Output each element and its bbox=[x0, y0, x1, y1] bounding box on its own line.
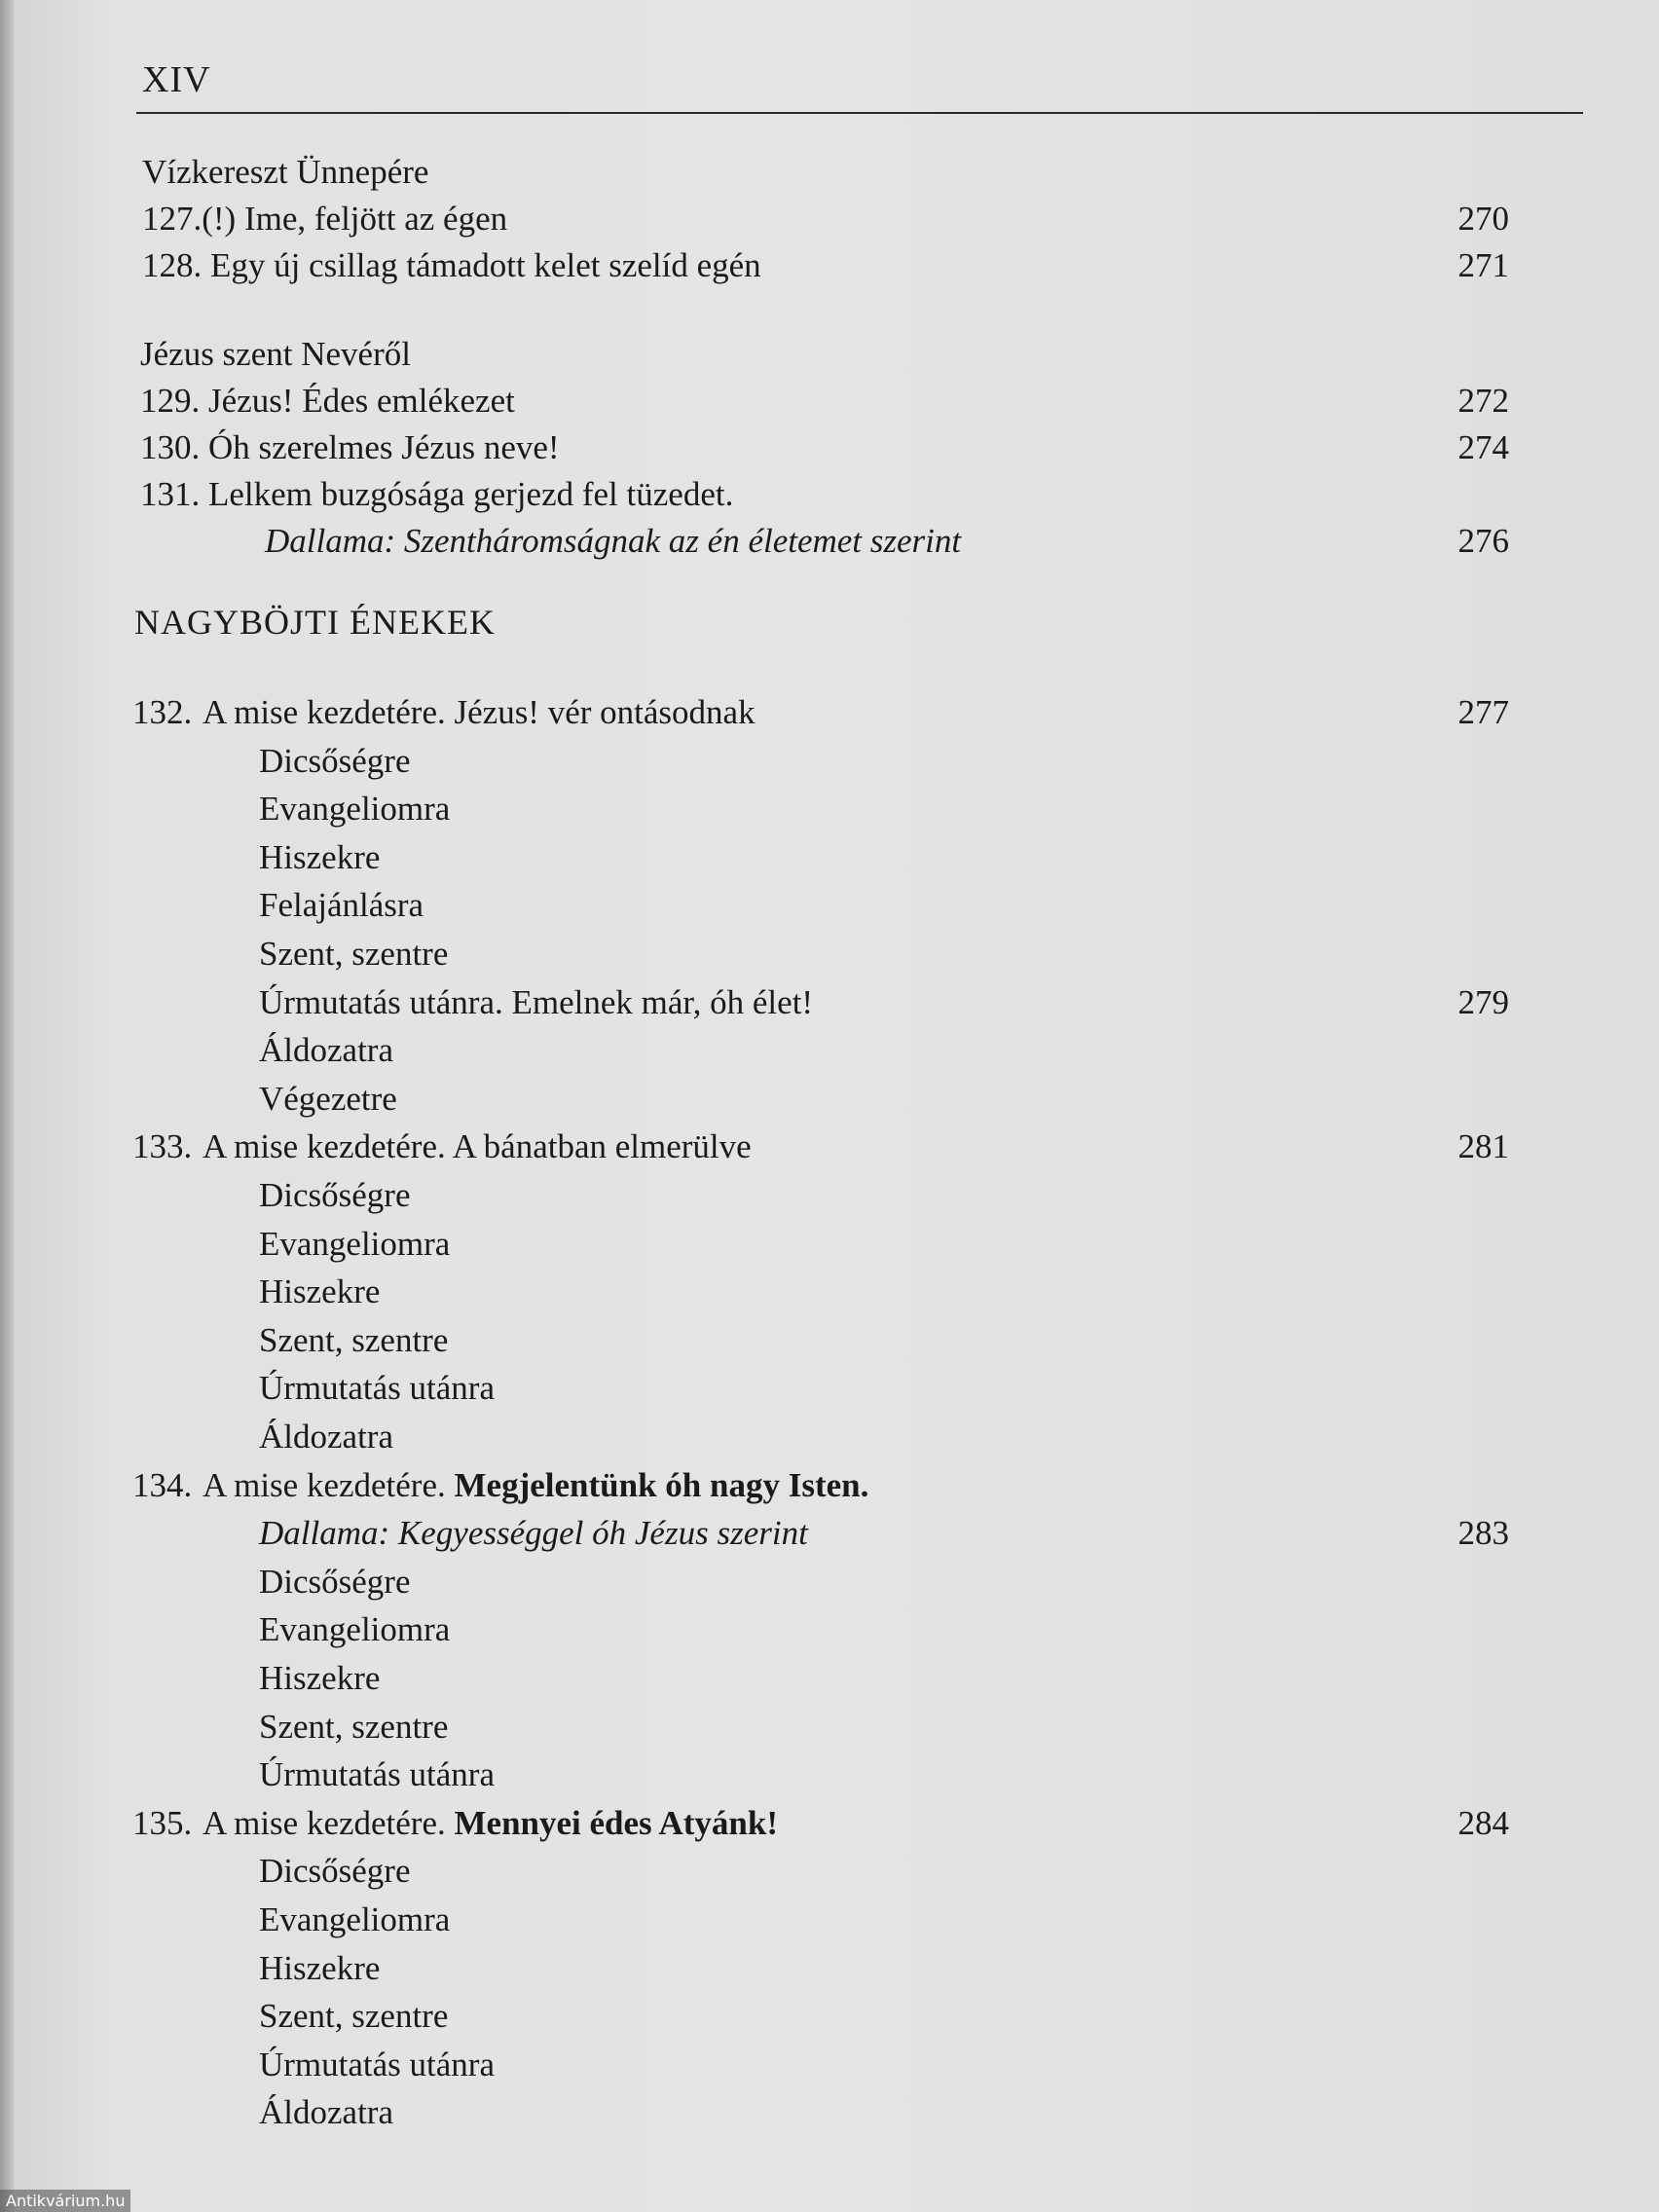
entry-page: 281 bbox=[1457, 1127, 1509, 1165]
toc-subentry bbox=[0, 1365, 1659, 1412]
toc-subentry bbox=[0, 1027, 1659, 1074]
toc-subentry bbox=[0, 1751, 1659, 1798]
page-number: XIV bbox=[142, 59, 211, 100]
toc-subentry bbox=[0, 1559, 1659, 1605]
entry-bold-title: Mennyei édes Atyánk! bbox=[454, 1804, 779, 1842]
subentry-text: Szent, szentre bbox=[259, 1708, 449, 1746]
entry-text: 130. Óh szerelmes Jézus neve! bbox=[140, 428, 560, 466]
toc-entry bbox=[0, 1124, 1659, 1170]
header-rule bbox=[136, 112, 1583, 114]
watermark: Antikvárium.hu bbox=[0, 2190, 130, 2212]
entry-text bbox=[203, 1124, 752, 1170]
subentry-text: Dallama: Kegyességgel óh Jézus szerint bbox=[259, 1514, 808, 1552]
section-title: NAGYBÖJTI ÉNEKEK bbox=[134, 603, 496, 642]
toc-subentry bbox=[0, 1317, 1659, 1364]
toc-subentry bbox=[0, 979, 1659, 1026]
subentry-text: Szent, szentre bbox=[259, 1997, 449, 2035]
melody-text: Dallama: Szentháromságnak az én életemet szerint bbox=[265, 522, 962, 560]
subentry-text: Evangeliomra bbox=[259, 1225, 451, 1263]
toc-entry bbox=[0, 242, 1659, 289]
toc-subentry bbox=[0, 738, 1659, 785]
entry-page: 271 bbox=[1457, 246, 1509, 284]
toc-entry bbox=[0, 1800, 1659, 1847]
entry-title: A mise kezdetére. A bánatban elmerülve bbox=[203, 1127, 752, 1165]
toc-subentry bbox=[0, 882, 1659, 929]
toc-subentry bbox=[0, 1897, 1659, 1943]
toc-entry bbox=[0, 424, 1659, 471]
toc-subentry bbox=[0, 834, 1659, 881]
entry-page: 270 bbox=[1457, 200, 1509, 238]
subentry-text: Úrmutatás utánra bbox=[259, 2046, 495, 2083]
toc-entry bbox=[0, 518, 1659, 565]
toc-subentry bbox=[0, 1993, 1659, 2040]
toc-subentry bbox=[0, 1704, 1659, 1751]
toc-subentry bbox=[0, 1655, 1659, 1702]
toc-heading bbox=[0, 331, 1659, 378]
entry-number: 134. bbox=[132, 1466, 193, 1504]
entry-text bbox=[203, 1800, 778, 1847]
subentry-text: Végezetre bbox=[259, 1080, 397, 1118]
subentry-text: Evangeliomra bbox=[259, 790, 451, 828]
toc-subentry bbox=[0, 1221, 1659, 1268]
subentry-text: Áldozatra bbox=[259, 1418, 393, 1456]
heading-text: Vízkereszt Ünnepére bbox=[142, 153, 429, 191]
subentry-text: Áldozatra bbox=[259, 1031, 393, 1069]
toc-heading bbox=[0, 149, 1659, 196]
toc-entry bbox=[0, 689, 1659, 736]
subentry-text: Hiszekre bbox=[259, 1659, 381, 1697]
entry-text: 131. Lelkem buzgósága gerjezd fel tüzedet. bbox=[140, 475, 734, 513]
toc-subentry bbox=[0, 1076, 1659, 1123]
toc-entry bbox=[0, 378, 1659, 424]
entry-page: 277 bbox=[1457, 693, 1509, 731]
entry-number: 132. bbox=[132, 693, 193, 731]
toc-entry bbox=[0, 1462, 1659, 1509]
subentry-text: Úrmutatás utánra bbox=[259, 1755, 495, 1793]
subentry-text: Hiszekre bbox=[259, 1272, 381, 1310]
toc-subentry bbox=[0, 1269, 1659, 1315]
entry-number: 135. bbox=[132, 1804, 193, 1842]
toc-subentry bbox=[0, 1510, 1659, 1557]
entry-page: 284 bbox=[1457, 1804, 1509, 1842]
subentry-text: Evangeliomra bbox=[259, 1900, 451, 1938]
subentry-text: Szent, szentre bbox=[259, 935, 449, 973]
toc-subentry bbox=[0, 2089, 1659, 2136]
entry-page: 272 bbox=[1457, 382, 1509, 420]
entry-text bbox=[203, 1462, 868, 1509]
entry-number: 133. bbox=[132, 1127, 193, 1165]
entry-title: A mise kezdetére. bbox=[203, 1466, 446, 1504]
subentry-text: Áldozatra bbox=[259, 2093, 393, 2131]
subentry-text: Hiszekre bbox=[259, 838, 381, 876]
entry-text: 129. Jézus! Édes emlékezet bbox=[140, 382, 515, 420]
subentry-text: Dicsőségre bbox=[259, 1176, 411, 1214]
subentry-text: Hiszekre bbox=[259, 1949, 381, 1987]
entry-title: A mise kezdetére. bbox=[203, 1804, 446, 1842]
toc-subentry bbox=[0, 1172, 1659, 1219]
toc-entry bbox=[0, 196, 1659, 242]
entry-page: 274 bbox=[1457, 428, 1509, 466]
heading-text: Jézus szent Nevéről bbox=[140, 335, 411, 373]
subentry-text: Felajánlásra bbox=[259, 886, 424, 924]
subentry-text: Úrmutatás utánra. Emelnek már, óh élet! bbox=[259, 983, 814, 1021]
entry-text bbox=[203, 689, 756, 736]
toc-subentry bbox=[0, 1945, 1659, 1992]
entry-text: 128. Egy új csillag támadott kelet szelíd egén bbox=[142, 246, 761, 284]
entry-bold-title: Megjelentünk óh nagy Isten. bbox=[454, 1466, 869, 1504]
toc-subentry bbox=[0, 786, 1659, 832]
toc-subentry bbox=[0, 2042, 1659, 2088]
entry-page: 283 bbox=[1457, 1514, 1509, 1552]
entry-title: A mise kezdetére. Jézus! vér ontásodnak bbox=[203, 693, 756, 731]
subentry-text: Dicsőségre bbox=[259, 1852, 411, 1890]
entry-page: 276 bbox=[1457, 522, 1509, 560]
subentry-text: Evangeliomra bbox=[259, 1610, 451, 1648]
toc-subentry bbox=[0, 1606, 1659, 1653]
entry-page: 279 bbox=[1457, 983, 1509, 1021]
toc-subentry bbox=[0, 1848, 1659, 1895]
subentry-text: Dicsőségre bbox=[259, 742, 411, 780]
subentry-text: Úrmutatás utánra bbox=[259, 1369, 495, 1407]
toc-entry bbox=[0, 471, 1659, 518]
entry-text: 127.(!) Ime, feljött az égen bbox=[142, 200, 508, 238]
toc-subentry bbox=[0, 931, 1659, 977]
subentry-text: Dicsőségre bbox=[259, 1563, 411, 1601]
subentry-text: Szent, szentre bbox=[259, 1321, 449, 1359]
toc-subentry bbox=[0, 1414, 1659, 1460]
